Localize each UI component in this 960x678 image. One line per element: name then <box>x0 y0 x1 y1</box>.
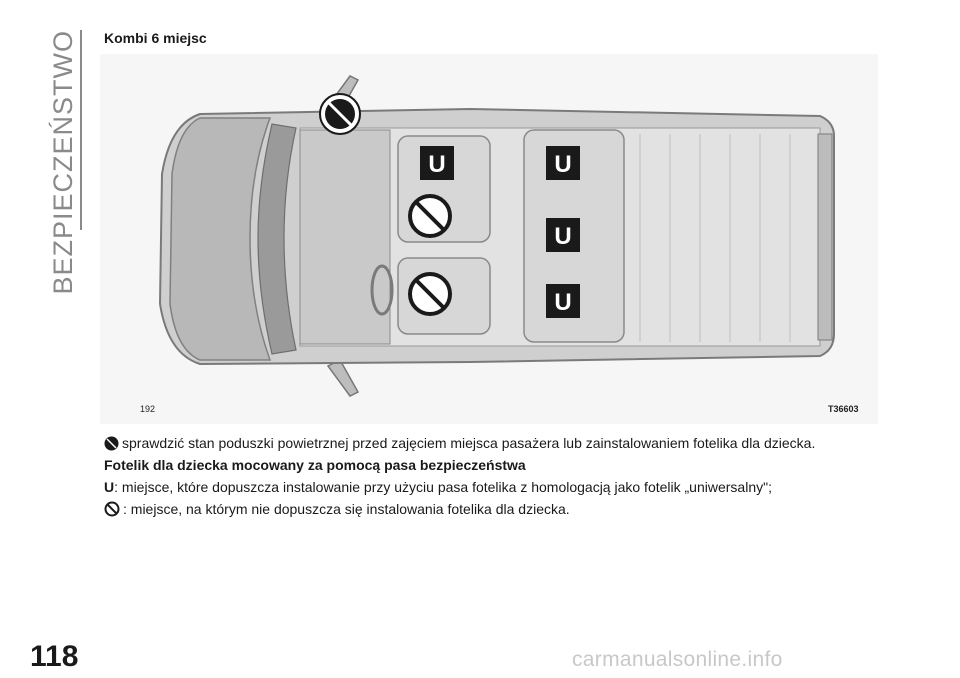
chapter-side-tab <box>48 30 88 295</box>
not-allowed-icon <box>410 274 450 314</box>
section-title: Kombi 6 miejsc <box>104 30 207 46</box>
not-allowed-icon <box>410 196 450 236</box>
seat-marker-label: U <box>554 223 572 250</box>
universal-legend <box>104 476 844 498</box>
not-allowed-legend-text: : miejsce, na którym nie dopuszcza się instalowania fotelika dla dziecka. <box>123 501 570 517</box>
mirror-bottom <box>328 360 358 396</box>
seat-marker-label: U <box>428 151 446 178</box>
van-seat-diagram <box>100 54 878 424</box>
rear-doors <box>818 134 832 340</box>
chapter-divider <box>80 30 82 230</box>
subsection-title: Fotelik dla dziecka mocowany za pomocą pasa bezpieczeństwa <box>104 457 526 473</box>
figure-code: T36603 <box>828 404 859 414</box>
chapter-label: BEZPIECZEŃSTWO <box>48 30 78 295</box>
seat-marker-universal <box>546 284 580 318</box>
airbag-warning-icon <box>104 436 119 451</box>
not-allowed-legend <box>104 498 844 520</box>
seat-marker-universal <box>420 146 454 180</box>
universal-legend-text: : miejsce, które dopuszcza instalowanie przy użyciu pasa fotelika z homologacją jako fotelik „uniwersalny"; <box>114 479 772 495</box>
legend-text <box>104 432 844 520</box>
airbag-warning-icon <box>320 94 360 134</box>
watermark: carmanualsonline.info <box>572 648 783 671</box>
seat-marker-label: U <box>554 289 572 316</box>
figure-number: 192 <box>140 404 156 414</box>
airbag-note <box>104 432 844 454</box>
airbag-note-text: sprawdzić stan poduszki powietrznej przed zajęciem miejsca pasażera lub zainstalowaniem fotelika dla dziecka. <box>122 435 816 451</box>
seat-marker-universal <box>546 218 580 252</box>
universal-key: U <box>104 479 115 495</box>
not-allowed-icon <box>104 501 120 517</box>
seat-marker-universal <box>546 146 580 180</box>
page-number: 118 <box>30 640 79 673</box>
van-top-view-illustration <box>100 54 878 424</box>
seat-marker-label: U <box>554 151 572 178</box>
